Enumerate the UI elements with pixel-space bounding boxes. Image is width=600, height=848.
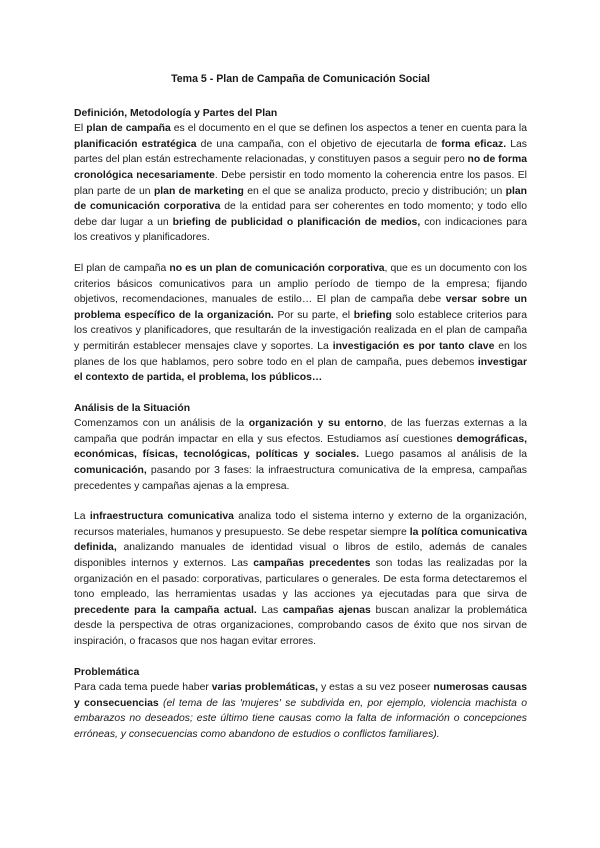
emphasis-bold: plan de marketing: [153, 185, 244, 197]
text-run: Comenzamos con un análisis de la: [74, 418, 249, 430]
text-run: Las: [256, 604, 283, 616]
emphasis-bold: campañas ajenas: [282, 604, 371, 616]
text-run: con indicaciones para los creativos y planificadores.: [74, 216, 527, 244]
emphasis-bold: investigación es por tanto clave: [332, 340, 495, 352]
section-heading: Definición, Metodología y Partes del Plan: [74, 107, 278, 119]
paragraph: [74, 121, 527, 246]
emphasis-bold: campañas precedentes: [253, 558, 371, 570]
text-run: de una campaña, con el objetivo de ejecutarla de: [196, 138, 442, 150]
text-run: buscan analizar la problemática desde la perspectiva de otras organizaciones, comprobando casos de éxito que nos sirvan de inspiración, o fracasos que nos hagan evitar errores.: [74, 604, 527, 647]
emphasis-bold: investigar el contexto de partida, el problema, los públicos…: [74, 356, 527, 384]
emphasis-bold: forma eficaz.: [441, 138, 507, 150]
emphasis-bold: no de forma cronológica necesariamente: [74, 154, 527, 181]
emphasis-bold: versar sobre un problema específico de la organización.: [74, 294, 527, 321]
text-run: . Debe persistir en todo momento la coherencia entre los pasos. El plan parte de un: [74, 169, 527, 197]
emphasis-bold: infraestructura comunicativa: [89, 511, 234, 523]
paragraph: [74, 509, 527, 649]
text-run: en el que se analiza producto, precio y distribución; un: [243, 185, 506, 197]
emphasis-bold: numerosas causas y consecuencias: [74, 682, 527, 709]
emphasis-bold: no es un plan de comunicación corporativa: [169, 262, 385, 274]
emphasis-bold: organización y su entorno: [248, 418, 384, 430]
emphasis-bold: planificación estratégica: [74, 138, 197, 150]
emphasis-bold: briefing de publicidad o planificación de medios,: [172, 216, 421, 228]
emphasis-bold: comunicación,: [74, 465, 147, 477]
text-run: pasando por 3 fases: la infraestructura comunicativa de la empresa, campañas precedentes y campañas ajenas a la empresa.: [74, 465, 527, 492]
text-run: , que es un documento con los criterios básicos comunicativos para un amplio período de tiempo de la empresa; fijando objetivos, recomendaciones, manuales de estilo… El plan de campaña debe: [74, 262, 527, 306]
emphasis-bold: plan de comunicación corporativa: [74, 185, 527, 213]
text-run: Para cada tema puede haber: [74, 682, 212, 694]
text-run: analiza todo el sistema interno y externo de la organización, recursos materiales, humanos y presupuesto. Se debe respetar siempre: [74, 511, 527, 538]
text-run: es el documento en el que se definen los aspectos a tener en cuenta para la: [170, 123, 527, 135]
emphasis-bold: demográficas, económicas, físicas, tecnológicas, políticas y sociales.: [74, 433, 527, 461]
text-run: y estas a su vez poseer: [318, 682, 434, 694]
document-page: [74, 62, 527, 758]
text-run: El: [74, 123, 87, 135]
section-heading: Análisis de la Situación: [74, 402, 191, 414]
text-run: Por su parte, el: [273, 309, 354, 321]
text-run: solo establece criterios para los creativos y planificadores, que resultarán de la investigación realizada en el plan de campaña y permitirán establecer mensajes clave y soportes. La: [74, 309, 527, 352]
emphasis-bold: briefing: [353, 309, 392, 321]
text-run: en los planes de los que hablamos, pero sobre todo en el plan de campaña, pues debemos: [74, 340, 528, 368]
section-analisis: [74, 401, 527, 650]
emphasis-bold: varias problemáticas,: [211, 682, 319, 694]
text-run: El plan de campaña: [74, 262, 170, 274]
text-run: , de las fuerzas externas a la campaña que podrán impactar en ella y sus efectos. Estudiamos así cuestiones: [74, 418, 527, 445]
emphasis-bold: precedente para la campaña actual.: [74, 604, 257, 616]
text-run: Las partes del plan están estrechamente relacionadas, y constituyen pasos a seguir pero: [74, 138, 527, 166]
emphasis-italic: (el tema de las 'mujeres' se subdivida en, por ejemplo, violencia machista o embarazos no deseados; este último tiene causas como la falta de información o concepciones erróneas, y consecuencias como abandono de estudios o conflictos familiares).: [74, 697, 528, 740]
paragraph: [74, 680, 527, 742]
emphasis-bold: plan de campaña: [86, 123, 171, 135]
text-run: analizando manuales de identidad visual o libros de estilo, además de canales disponibles internos y externos. Las: [74, 542, 527, 570]
section-problematica: [74, 665, 527, 743]
paragraph: [74, 261, 527, 386]
text-run: La: [74, 511, 90, 523]
document-title: Tema 5 - Plan de Campaña de Comunicación Social: [171, 73, 430, 85]
paragraph: [74, 416, 527, 494]
text-run: Luego pasamos al análisis de la: [359, 449, 527, 461]
section-definicion: [74, 106, 527, 386]
text-run: de la entidad para ser coherentes en todo momento; y todo ello debe dar lugar a un: [74, 201, 528, 228]
emphasis-bold: la política comunicativa definida,: [74, 526, 527, 554]
text-run: son todas las realizadas por la organización en el pasado: corporativas, particulares o generales. De esta forma detectaremos el tono empleado, las herramientas usadas y las acciones ya ejecutadas para que sirva de: [74, 558, 527, 601]
section-heading: Problemática: [74, 666, 140, 678]
